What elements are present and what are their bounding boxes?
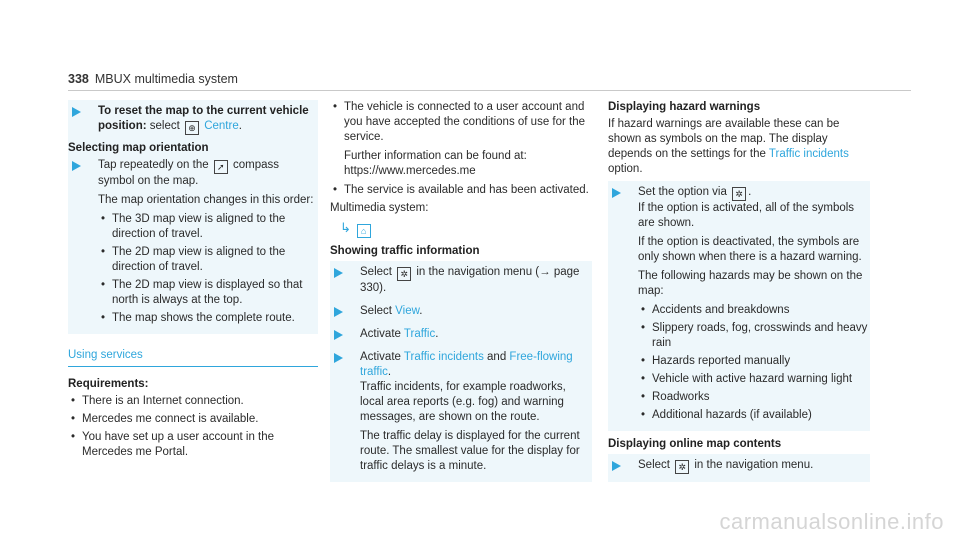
traffic-link[interactable]: Traffic [403, 328, 436, 340]
reset-step-heading: To reset the map to the current vehicle position: [98, 105, 309, 132]
using-services-heading: Using services [68, 348, 318, 367]
list-item: • Hazards reported manually [638, 354, 870, 369]
traffic-delay-description: The traffic delay is displayed for the current route. The smallest value for the display for traffic delays is a minute. [360, 430, 580, 472]
settings-icon: ✲ [732, 187, 746, 201]
menu-path [330, 220, 592, 238]
reset-step: To reset the map to the current vehicle position: select ⊕ Centre. [68, 104, 318, 135]
hazard-step: Set the option via ✲ . If the option is activated, all of the symbols are shown. If the option is deactivated, the symbols are only shown when there is a hazard warning. The following hazards may be shown on the map: • Accidents and breakdowns • Slippery roads, fog, crosswinds and heavy rain • Hazards reported manually • Vehicle with active hazard warning light • Roadworks • Additional hazards (if available) [608, 185, 870, 423]
multimedia-label: Multimedia system: [330, 202, 429, 214]
compass-icon: ➚ [214, 160, 228, 174]
instruction-band-1 [68, 100, 318, 334]
step-arrow-icon [612, 461, 621, 471]
online-heading: Displaying online map contents [608, 438, 782, 450]
requirements-heading: Requirements: [68, 378, 149, 390]
header-rule [68, 90, 911, 91]
further-info: Further information can be found at: https://www.mercedes.me [344, 150, 527, 177]
hazard-heading: Displaying hazard warnings [608, 101, 761, 113]
list-item: • The 2D map view is aligned to the direction of travel. [98, 245, 318, 275]
conditions-list [330, 100, 592, 198]
path-arrow-icon: ↳ [340, 220, 351, 235]
traffic-step-2: Select View. [330, 304, 592, 319]
step-arrow-icon [72, 107, 81, 117]
centre-link[interactable]: Centre [204, 120, 239, 132]
list-item: • There is an Internet connection. [68, 394, 318, 409]
column-3 [608, 100, 870, 482]
list-item: • Additional hazards (if available) [638, 408, 870, 423]
settings-icon: ✲ [675, 460, 689, 474]
free-flowing-traffic-link[interactable]: Free-flowing traffic [360, 351, 573, 378]
deactivated-note: If the option is deactivated, the symbols are only shown when there is a hazard warning. [638, 236, 862, 263]
list-item: • Vehicle with active hazard warning light [638, 372, 870, 387]
list-item: • Slippery roads, fog, crosswinds and heavy rain [638, 321, 870, 351]
orientation-step: Tap repeatedly on the ➚ compass symbol on the map. The map orientation changes in this order: • The 3D map view is aligned to the direction of travel. • The 2D map view is aligned to the direction of travel. • The 2D map view is displayed so that north is always at the top. • The map shows the complete route. [68, 158, 318, 326]
page-number: 338 [68, 72, 89, 86]
list-item: • The 3D map view is aligned to the direction of travel. [98, 212, 318, 242]
step-arrow-icon [334, 330, 343, 340]
watermark: carmanualsonline.info [719, 509, 944, 534]
instruction-band-3 [608, 181, 870, 431]
reset-step-text: select [149, 120, 180, 132]
column-1 [68, 100, 318, 463]
traffic-incidents-link[interactable]: Traffic incidents [768, 148, 849, 160]
hazard-intro: If hazard warnings are available these can be shown as symbols on the map. The display depends on the settings for the Traffic incidents option. [608, 118, 849, 175]
hazards-list [638, 303, 870, 423]
page-title: MBUX multimedia system [94, 72, 238, 86]
list-item: • The 2D map view is displayed so that north is always at the top. [98, 278, 318, 308]
step-arrow-icon [334, 353, 343, 363]
requirements-list [68, 394, 318, 460]
traffic-description: Traffic incidents, for example roadworks, local area reports (e.g. fog) and warning messages, are shown on the route. [360, 381, 566, 423]
traffic-step-4: Activate Traffic incidents and Free-flowing traffic. Traffic incidents, for example roadworks, local area reports (e.g. fog) and warning messages, are shown on the route. The traffic delay is displayed for the current route. The smallest value for the display for traffic delays is a minute. [330, 350, 592, 474]
orientation-list [98, 212, 318, 326]
instruction-band-4 [608, 454, 870, 482]
traffic-heading: Showing traffic information [330, 245, 480, 257]
online-step: Select ✲ in the navigation menu. [608, 458, 870, 474]
orientation-heading: Selecting map orientation [68, 142, 209, 154]
step-arrow-icon [612, 188, 621, 198]
list-item: • Roadworks [638, 390, 870, 405]
step-arrow-icon [72, 161, 81, 171]
step-arrow-icon [334, 268, 343, 278]
crosshair-icon: ⊕ [185, 121, 199, 135]
list-item: • Accidents and breakdowns [638, 303, 870, 318]
settings-icon: ✲ [397, 267, 411, 281]
home-icon: ⌂ [357, 224, 371, 238]
traffic-step-1: Select ✲ in the navigation menu (→ page 330). [330, 265, 592, 296]
activated-note: If the option is activated, all of the symbols are shown. [638, 202, 855, 229]
traffic-incidents-link[interactable]: Traffic incidents [403, 351, 484, 363]
instruction-band-2 [330, 261, 592, 482]
orientation-note: The map orientation changes in this order: [98, 194, 314, 206]
view-link[interactable]: View [395, 305, 420, 317]
list-item: • Mercedes me connect is available. [68, 412, 318, 427]
following-note: The following hazards may be shown on the map: [638, 270, 863, 297]
step-arrow-icon [334, 307, 343, 317]
traffic-step-3: Activate Traffic. [330, 327, 592, 342]
column-2 [330, 100, 592, 482]
list-item: • You have set up a user account in the Mercedes me Portal. [68, 430, 318, 460]
list-item: • The map shows the complete route. [98, 311, 318, 326]
list-item: • The vehicle is connected to a user account and you have accepted the conditions of use for the service. Further information can be found at: https://www.mercedes.me [330, 100, 592, 179]
page-header [68, 72, 238, 87]
list-item: • The service is available and has been activated. [330, 183, 592, 198]
